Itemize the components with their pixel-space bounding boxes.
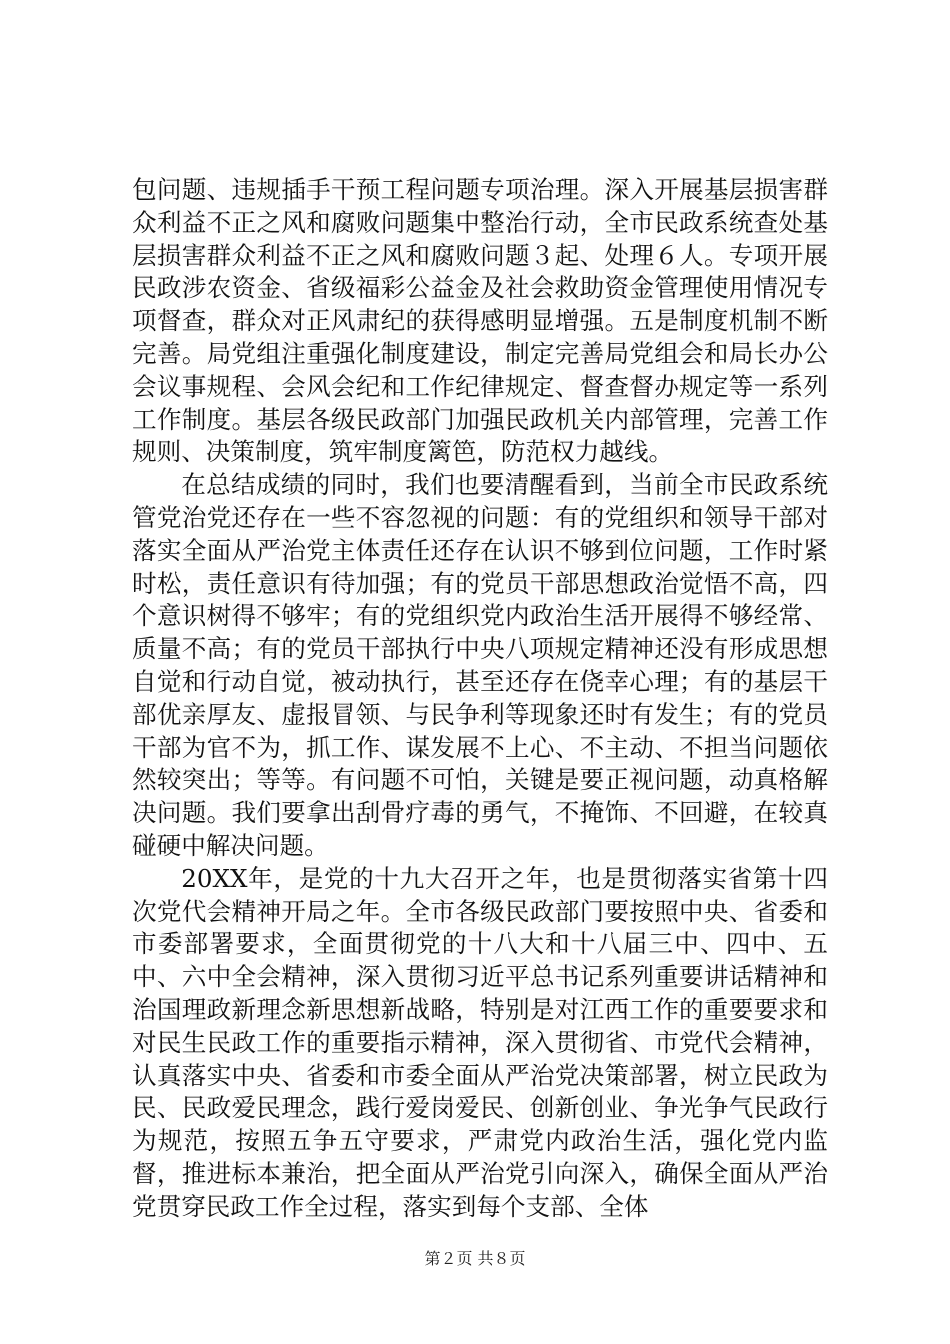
body-text	[132, 174, 828, 1224]
paragraph-problems: 在总结成绩的同时，我们也要清醒看到，当前全市民政系统管党治党还存在一些不容忽视的问题：有的党组织和领导干部对落实全面从严治党主体责任还存在认识不够到位问题，工作时紧时松，责任意识有待加强；有的党员干部思想政治觉悟不高，四个意识树得不够牢；有的党组织党内政治生活开展得不够经常、质量不高；有的党员干部执行中央八项规定精神还没有形成思想自觉和行动自觉，被动执行，甚至还存在侥幸心理；有的基层干部优亲厚友、虚报冒领、与民争利等现象还时有发生；有的党员干部为官不为，抓工作、谋发展不上心、不主动、不担当问题依然较突出；等等。有问题不可怕，关键是要正视问题，动真格解决问题。我们要拿出刮骨疗毒的勇气，不掩饰、不回避，在较真碰硬中解决问题。	[132, 470, 828, 860]
page-number-footer: 第２页 共８页	[424, 1249, 526, 1268]
paragraph-continuation: 包问题、违规插手干预工程问题专项治理。深入开展基层损害群众利益不正之风和腐败问题集中整治行动，全市民政系统查处基层损害群众利益不正之风和腐败问题３起、处理６人。专项开展民政涉农资金、省级福彩公益金及社会救助资金管理使用情况专项督查，群众对正风肃纪的获得感明显增强。五是制度机制不断完善。局党组注重强化制度建设，制定完善局党组会和局长办公会议事规程、会风会纪和工作纪律规定、督查督办规定等一系列工作制度。基层各级民政部门加强民政机关内部管理，完善工作规则、决策制度，筑牢制度篱笆，防范权力越线。	[132, 175, 828, 467]
paragraph-year-plan: 20XX年，是党的十九大召开之年，也是贯彻落实省第十四次党代会精神开局之年。全市各级民政部门要按照中央、省委和市委部署要求，全面贯彻党的十八大和十八届三中、四中、五中、六中全会精神，深入贯彻习近平总书记系列重要讲话精神和治国理政新理念新思想新战略，特别是对江西工作的重要要求和对民生民政工作的重要指示精神，深入贯彻省、市党代会精神，认真落实中央、省委和市委全面从严治党决策部署，树立民政为民、民政爱民理念，践行爱岗爱民、创新创业、争光争气民政行为规范，按照五争五守要求，严肃党内政治生活，强化党内监督，推进标本兼治，把全面从严治党引向深入，确保全面从严治党贯穿民政工作全过程，落实到每个支部、全体	[132, 863, 828, 1221]
